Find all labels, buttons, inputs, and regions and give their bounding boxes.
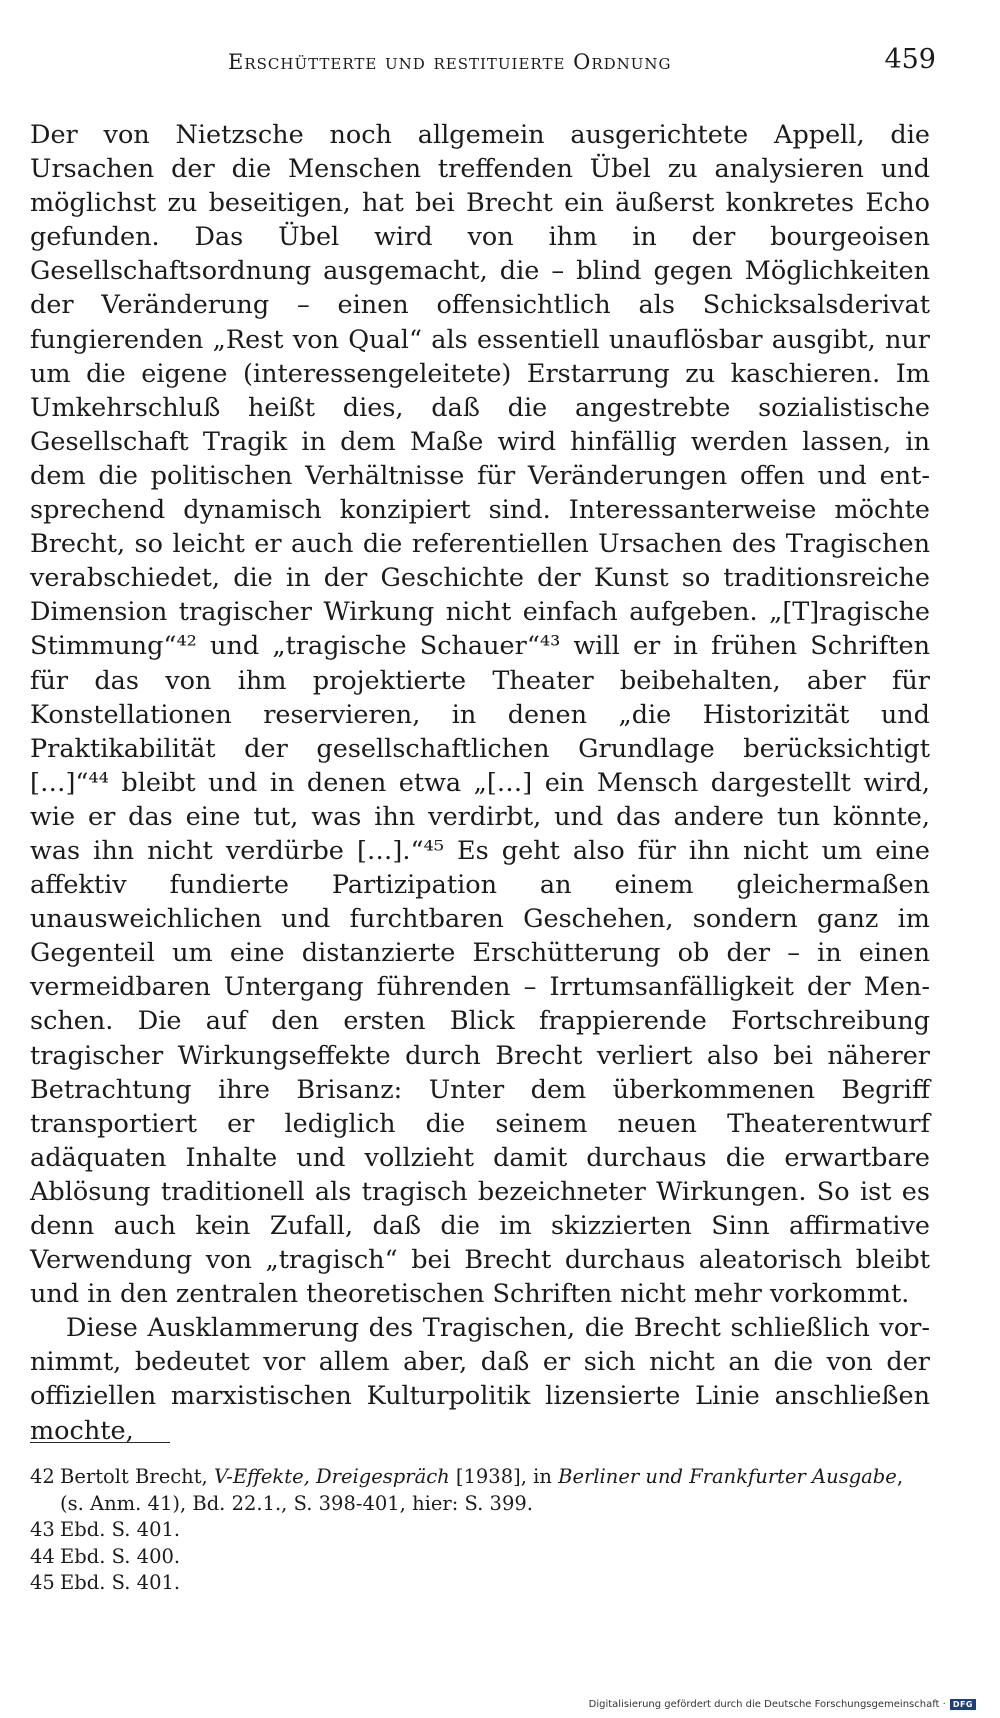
footnote-text bbox=[60, 1465, 903, 1515]
footnote-text: Ebd. S. 401. bbox=[60, 1571, 181, 1594]
credit-text: Digitalisierung gefördert durch die Deutsche Forschungsgemeinschaft · bbox=[588, 1699, 946, 1710]
footnote-text: Ebd. S. 400. bbox=[60, 1544, 181, 1568]
footnote-number: 44 bbox=[30, 1544, 55, 1568]
running-title: Erschütterte und restituierte Ordnung bbox=[228, 50, 672, 74]
page-number: 459 bbox=[884, 44, 936, 75]
paragraph: Diese Ausklammerung des Tragischen, die Brecht schließlich vornimmt, bedeutet vor allem aber, daß er sich nicht an die von der offiziellen marxistischen Kulturpolitik lizensierte Linie anschließen mochte, bbox=[30, 1313, 930, 1446]
footnote-text-part: Bertolt Brecht, bbox=[60, 1465, 214, 1488]
footnote-43 bbox=[30, 1517, 930, 1544]
footnotes bbox=[30, 1464, 930, 1597]
main-text bbox=[30, 118, 930, 1448]
footnote-number: 43 bbox=[30, 1518, 55, 1541]
footnote-42 bbox=[30, 1464, 930, 1517]
digitization-credit bbox=[589, 1699, 976, 1710]
paragraph: Der von Nietzsche noch allgemein ausgerichtete Appell, die Ursachen der die Menschen treffenden Übel zu analysieren und möglichst zu beseitigen, hat bei Brecht ein äußerst konkretes Echo gefunden. Das Übel wird von ihm in der bourgeoisen Gesellschaftsordnung ausgemacht, die – blind gegen Möglichkeiten der Veränderung – einen offensichtlich als Schicksalsderivat fungierenden „Rest von Qual“ als essentiell unauflösbar ausgibt, nur um die eigene (interessengeleitete) Erstarrung zu kaschieren. Im Umkehrschluß heißt dies, daß die angestrebte sozialistische Gesellschaft Tragik in dem Maße wird hinfällig werden lassen, in dem die politischen Verhältnisse für Veränderungen offen und entsprechend dynamisch konzipiert sind. Interessanterweise möchte Brecht, so leicht er auch die referentiellen Ursachen des Tragischen verabschiedet, die in der Geschichte der Kunst so traditionsreiche Dimension tragischer Wirkung nicht einfach aufgeben. „[T]ragische Stimmung“⁴² und „tragische Schauer“⁴³ will er in frühen Schriften für das von ihm projektierte Theater beibehalten, aber für Konstellationen reservieren, in denen „die Historizität und Praktikabilität der gesellschaftlichen Grundlage berücksichtigt […]“⁴⁴ bleibt und in denen etwa „[…] ein Mensch dargestellt wird, wie er das eine tut, was ihn verdirbt, und das andere tun könnte, was ihn nicht verdürbe […].“⁴⁵ Es geht also für ihn nicht um eine affektiv fundierte Partizipation an einem gleichermaßen unausweichlichen und furchtbaren Geschehen, sondern ganz im Gegenteil um eine distanzierte Erschütterung ob der – in einen vermeidbaren Untergang führenden – Irrtumsanfälligkeit der Menschen. Die auf den ersten Blick frappierende Fortschreibung tragischer Wirkungseffekte durch Brecht verliert also bei näherer Betrachtung ihre Brisanz: Unter dem überkommenen Begriff transportiert er lediglich die seinem neuen Theaterentwurf adäquaten Inhalte und vollzieht damit durchaus die erwartbare Ablösung traditionell als tragisch bezeichneter Wirkungen. So ist es denn auch kein Zufall, daß die im skizzierten Sinn affirmative Verwendung von „tragisch“ bei Brecht durchaus aleatorisch bleibt und in den zentralen theoretischen Schriften nicht mehr vorkommt. bbox=[30, 120, 930, 1310]
footnote-number: 45 bbox=[30, 1571, 55, 1594]
footnote-45 bbox=[30, 1570, 930, 1597]
footnote-text: Ebd. S. 401. bbox=[60, 1518, 181, 1541]
footnote-title-italic: Berliner und Frankfurter Ausgabe bbox=[558, 1465, 897, 1488]
page-header bbox=[30, 44, 936, 84]
footnote-text-part: , (s. Anm. 41), Bd. 22.1., S. 398-401, hier: S. 399. bbox=[60, 1465, 904, 1515]
footnote-number: 42 bbox=[30, 1465, 55, 1488]
footnote-44 bbox=[30, 1544, 930, 1571]
footnote-title-italic: V-Effekte, Dreigespräch bbox=[213, 1465, 450, 1488]
dfg-logo: DFG bbox=[950, 1699, 976, 1710]
footnote-divider bbox=[30, 1442, 170, 1443]
footnote-text-part: [1938], in bbox=[449, 1465, 559, 1488]
